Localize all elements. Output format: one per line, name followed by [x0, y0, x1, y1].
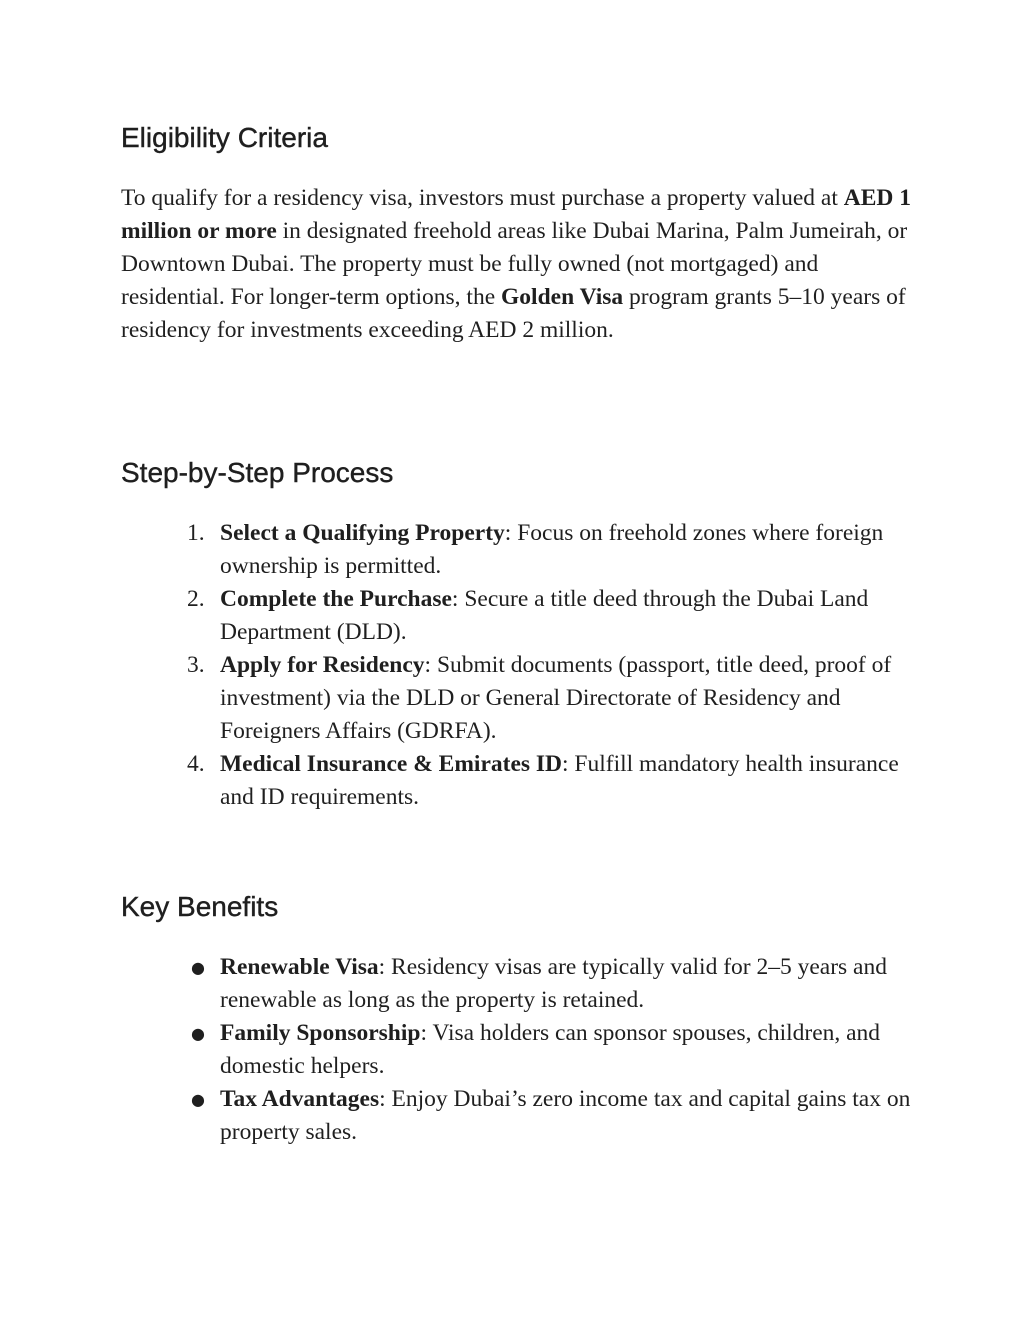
benefit-text: : Visa holders can sponsor spouses, children, and domestic helpers. — [220, 1020, 881, 1079]
step-text: : Secure a title deed through the Dubai Land Department (DLD). — [220, 586, 869, 645]
eligibility-paragraph — [121, 182, 911, 347]
process-steps-list — [121, 517, 911, 814]
step-text: : Focus on freehold zones where foreign ownership is permitted. — [220, 520, 884, 579]
benefits-heading: Key Benefits — [121, 891, 279, 922]
step-number: 3. — [187, 652, 205, 678]
eligibility-bold-2: Golden Visa — [501, 284, 624, 310]
benefit-text: : Enjoy Dubai’s zero income tax and capital gains tax on property sales. — [220, 1086, 911, 1145]
process-step — [121, 649, 911, 748]
benefit-title: Renewable Visa — [220, 954, 379, 980]
eligibility-text-3: program grants 5–10 years of residency for investments exceeding AED 2 million. — [121, 284, 906, 343]
step-number: 1. — [187, 520, 205, 546]
benefit-title: Family Sponsorship — [220, 1020, 421, 1046]
process-step — [121, 748, 911, 814]
step-title: Apply for Residency — [220, 652, 425, 678]
step-title: Select a Qualifying Property — [220, 520, 505, 546]
benefit-item — [121, 951, 911, 1017]
step-title: Medical Insurance & Emirates ID — [220, 751, 563, 777]
process-step — [121, 583, 911, 649]
eligibility-text-2: in designated freehold areas like Dubai Marina, Palm Jumeirah, or Downtown Dubai. The property must be fully owned (not mortgaged) and residential. For longer-term options, the — [121, 218, 908, 310]
benefit-item — [121, 1017, 911, 1083]
process-step — [121, 517, 911, 583]
step-text: : Fulfill mandatory health insurance and ID requirements. — [220, 751, 899, 810]
process-heading: Step-by-Step Process — [121, 457, 394, 488]
benefit-text: : Residency visas are typically valid for 2–5 years and renewable as long as the property is retained. — [220, 954, 887, 1013]
benefit-title: Tax Advantages — [220, 1086, 380, 1112]
step-title: Complete the Purchase — [220, 586, 452, 612]
bullet-icon: ● — [191, 958, 205, 977]
eligibility-heading: Eligibility Criteria — [121, 122, 328, 153]
benefit-item — [121, 1083, 911, 1149]
bullet-icon: ● — [191, 1024, 205, 1043]
bullet-icon: ● — [191, 1090, 205, 1109]
step-text: : Submit documents (passport, title deed, proof of investment) via the DLD or General Directorate of Residency and Foreigners Affairs (GDRFA). — [220, 652, 892, 744]
step-number: 2. — [187, 586, 205, 612]
benefits-list — [121, 951, 911, 1149]
eligibility-bold-1: AED 1 million or more — [121, 185, 911, 244]
eligibility-text-1: To qualify for a residency visa, investors must purchase a property valued at — [121, 185, 844, 211]
step-number: 4. — [187, 751, 205, 777]
